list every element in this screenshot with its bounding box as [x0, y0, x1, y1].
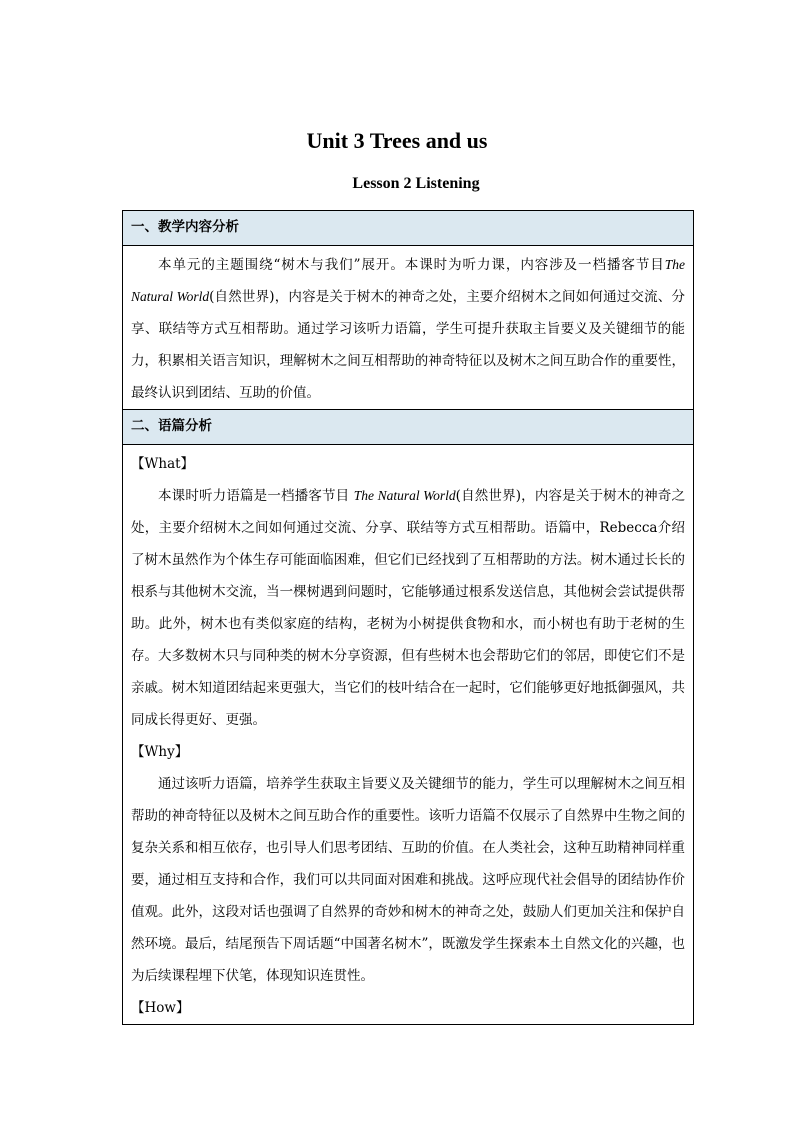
why-paragraph: 通过该听力语篇，培养学生获取主旨要义及关键细节的能力，学生可以理解树木之间互相帮助的神奇特征以及树木之间互助合作的重要性。该听力语篇不仅展示了自然界中生物之间的复杂关系和相互依存，也引导人们思考团结、互助的价值。在人类社会，这种互助精神同样重要，通过相互支持和合作，我们可以共同面对困难和挑战。这呼应现代社会倡导的团结协作价值观。此外，这段对话也强调了自然界的奇妙和树木的神奇之处，鼓励人们更加关注和保护自然环境。最后，结尾预告下周话题“中国著名树木”，既激发学生探索本土自然文化的兴趣，也为后续课程埋下伏笔，体现知识连贯性。 — [131, 776, 685, 984]
page-title: Unit 3 Trees and us — [306, 128, 488, 153]
how-label: 【How】 — [131, 1000, 190, 1016]
content-analysis-paragraph: 本单元的主题围绕“树木与我们”展开。本课时为听力课，内容涉及一档播客节目The Natural World(自然世界)，内容是关于树木的神奇之处，主要介绍树木之间如何通过交流、分享、联结等方式互相帮助。通过学习该听力语篇，学生可提升获取主旨要义及关键细节的能力，积累相关语言知识，理解树木之间互相帮助的神奇特征以及树木之间互助合作的重要性，最终认识到团结、互助的价值。 — [131, 257, 685, 401]
section-heading-text-analysis: 二、语篇分析 — [123, 410, 694, 445]
section-body-content-analysis — [123, 246, 694, 410]
section-body-text-analysis — [123, 445, 694, 1025]
podcast-title: The Natural World — [353, 488, 456, 503]
lesson-plan-table — [122, 210, 694, 1025]
what-label: 【What】 — [131, 456, 195, 472]
what-paragraph: 本课时听力语篇是一档播客节目 The Natural World(自然世界)，内容是关于树木的神奇之处，主要介绍树木之间如何通过交流、分享、联结等方式互相帮助。语篇中，Rebecca介绍了树木虽然作为个体生存可能面临困难，但它们已经找到了互相帮助的方法。树木通过长长的根系与其他树木交流，当一棵树遇到问题时，它能够通过根系发送信息，其他树会尝试提供帮助。此外，树木也有类似家庭的结构，老树为小树提供食物和水，而小树也有助于老树的生存。大多数树木只与同种类的树木分享资源，但有些树木也会帮助它们的邻居，即使它们不是亲戚。树木知道团结起来更强大，当它们的枝叶结合在一起时，它们能够更好地抵御强风，共同成长得更好、更强。 — [131, 488, 685, 728]
lesson-subtitle: Lesson 2 Listening — [352, 175, 480, 192]
section-heading-content-analysis: 一、教学内容分析 — [123, 211, 694, 246]
podcast-title: The Natural World — [131, 257, 685, 304]
why-label: 【Why】 — [131, 744, 189, 760]
